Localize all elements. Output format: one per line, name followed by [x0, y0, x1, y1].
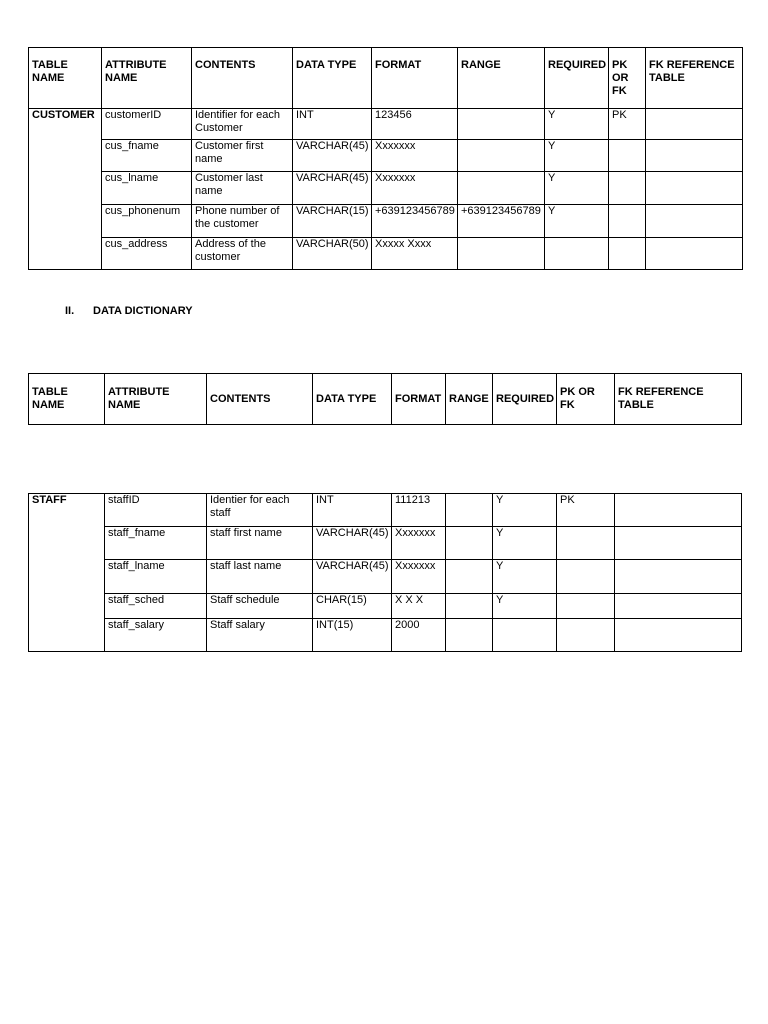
column-header: FK REFERENCE TABLE — [615, 374, 742, 425]
table-cell: Customer first name — [192, 140, 293, 172]
table-cell: staff first name — [207, 527, 313, 560]
table-cell — [609, 172, 646, 205]
table-cell: cus_phonenum — [102, 205, 192, 238]
table-cell — [458, 172, 545, 205]
section-heading — [65, 305, 193, 317]
table-cell — [446, 527, 493, 560]
table-cell: staffID — [105, 494, 207, 527]
table-cell: X X X — [392, 594, 446, 619]
column-header: REQUIRED — [493, 374, 557, 425]
column-header: FORMAT — [372, 48, 458, 109]
table-cell: VARCHAR(15) — [293, 205, 372, 238]
table-row — [29, 619, 742, 652]
table-row — [29, 560, 742, 594]
table-cell — [615, 594, 742, 619]
table-cell: PK — [557, 494, 615, 527]
table-cell: PK — [609, 109, 646, 140]
table-cell — [646, 238, 743, 270]
column-header: PK OR FK — [557, 374, 615, 425]
table-cell: cus_fname — [102, 140, 192, 172]
staff-data-dictionary-table — [28, 493, 742, 652]
table-cell: Xxxxx Xxxx — [372, 238, 458, 270]
table-row — [29, 238, 743, 270]
table-cell: Y — [545, 205, 609, 238]
staff-table-header — [28, 373, 742, 425]
column-header: FORMAT — [392, 374, 446, 425]
table-cell: Y — [493, 594, 557, 619]
column-header: RANGE — [458, 48, 545, 109]
section-title: DATA DICTIONARY — [93, 305, 193, 317]
table-cell: VARCHAR(45) — [313, 527, 392, 560]
column-header: CONTENTS — [192, 48, 293, 109]
table-row — [29, 140, 743, 172]
column-header: ATTRIBUTE NAME — [102, 48, 192, 109]
table-cell — [446, 619, 493, 652]
table-name-cell: STAFF — [29, 494, 105, 652]
table-cell: +639123456789 — [372, 205, 458, 238]
table-cell — [646, 172, 743, 205]
table-cell: Xxxxxxx — [392, 527, 446, 560]
table-cell — [609, 205, 646, 238]
table-cell: VARCHAR(45) — [293, 140, 372, 172]
column-header: ATTRIBUTE NAME — [105, 374, 207, 425]
table-cell — [609, 238, 646, 270]
table-cell — [646, 109, 743, 140]
table-cell: Y — [545, 140, 609, 172]
table-cell: Customer last name — [192, 172, 293, 205]
table-cell: customerID — [102, 109, 192, 140]
column-header: RANGE — [446, 374, 493, 425]
table-cell — [458, 238, 545, 270]
table-cell — [615, 560, 742, 594]
table-row — [29, 594, 742, 619]
table-cell: INT — [293, 109, 372, 140]
table-cell — [557, 594, 615, 619]
table-cell: staff_sched — [105, 594, 207, 619]
table-cell: 123456 — [372, 109, 458, 140]
table-cell: Identier for each staff — [207, 494, 313, 527]
table-cell: Phone number of the customer — [192, 205, 293, 238]
table-cell: VARCHAR(45) — [293, 172, 372, 205]
column-header: DATA TYPE — [293, 48, 372, 109]
table-cell: INT — [313, 494, 392, 527]
table-row — [29, 172, 743, 205]
table-cell: staff_lname — [105, 560, 207, 594]
table-cell: VARCHAR(50) — [293, 238, 372, 270]
table-cell: Staff schedule — [207, 594, 313, 619]
table-cell: 2000 — [392, 619, 446, 652]
table-cell — [557, 619, 615, 652]
table-row — [29, 527, 742, 560]
table-cell: CHAR(15) — [313, 594, 392, 619]
table-cell — [615, 494, 742, 527]
table-cell — [446, 494, 493, 527]
table-cell: staff_salary — [105, 619, 207, 652]
column-header: CONTENTS — [207, 374, 313, 425]
table-cell — [493, 619, 557, 652]
table-cell: 111213 — [392, 494, 446, 527]
table-cell: +639123456789 — [458, 205, 545, 238]
table-cell: Xxxxxxx — [372, 140, 458, 172]
column-header: PK OR FK — [609, 48, 646, 109]
table-row — [29, 109, 743, 140]
table-cell: Address of the customer — [192, 238, 293, 270]
table-cell: VARCHAR(45) — [313, 560, 392, 594]
table-cell: INT(15) — [313, 619, 392, 652]
table-cell — [458, 109, 545, 140]
table-cell: staff last name — [207, 560, 313, 594]
table-cell — [446, 594, 493, 619]
table-cell: Y — [545, 172, 609, 205]
customer-data-dictionary-table — [28, 47, 743, 270]
table-cell — [557, 527, 615, 560]
table-name-cell: CUSTOMER — [29, 109, 102, 270]
table-cell: Staff salary — [207, 619, 313, 652]
table-cell: Xxxxxxx — [392, 560, 446, 594]
customer-table-header-row — [29, 48, 743, 109]
column-header: DATA TYPE — [313, 374, 392, 425]
table-cell — [458, 140, 545, 172]
table-cell — [545, 238, 609, 270]
table-cell — [609, 140, 646, 172]
table-cell — [615, 619, 742, 652]
table-cell: cus_address — [102, 238, 192, 270]
column-header: TABLE NAME — [29, 374, 105, 425]
table-row — [29, 494, 742, 527]
table-cell: cus_lname — [102, 172, 192, 205]
table-cell: Identifier for each Customer — [192, 109, 293, 140]
table-cell: Y — [493, 527, 557, 560]
column-header: FK REFERENCE TABLE — [646, 48, 743, 109]
column-header: REQUIRED — [545, 48, 609, 109]
table-cell — [646, 140, 743, 172]
section-number: II. — [65, 305, 75, 317]
column-header: TABLE NAME — [29, 48, 102, 109]
table-cell: Xxxxxxx — [372, 172, 458, 205]
table-cell: staff_fname — [105, 527, 207, 560]
table-cell: Y — [545, 109, 609, 140]
table-cell: Y — [493, 560, 557, 594]
table-cell — [446, 560, 493, 594]
table-cell — [557, 560, 615, 594]
staff-table-header-row — [29, 374, 742, 425]
table-cell: Y — [493, 494, 557, 527]
table-row — [29, 205, 743, 238]
table-cell — [615, 527, 742, 560]
table-cell — [646, 205, 743, 238]
